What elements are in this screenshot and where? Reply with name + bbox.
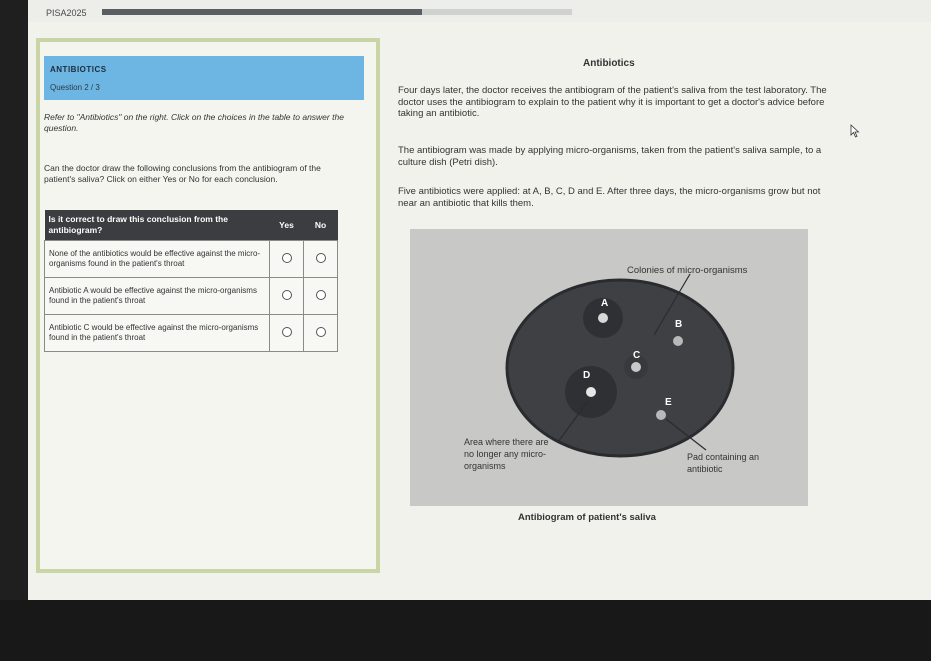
pad-a xyxy=(598,313,608,323)
antibiogram-figure xyxy=(410,229,808,506)
pad-c xyxy=(631,362,641,372)
question-prompt: Can the doctor draw the following conclusions from the antibiogram of the patient's saliva? Click on either Yes or No for each conclusion. xyxy=(44,163,321,184)
pad-e xyxy=(656,410,666,420)
stimulus-paragraph-1: Four days later, the doctor receives the antibiogram of the patient's saliva from the test laboratory. The doctor uses the antibiogram to explain to the patient why it is important to get a doctor's advice before taking an antibiotic. xyxy=(398,85,827,119)
pad-d xyxy=(586,387,596,397)
radio-yes-3[interactable] xyxy=(282,327,292,337)
no-cell xyxy=(304,241,338,278)
pad-b xyxy=(673,336,683,346)
conclusion-text: None of the antibiotics would be effective against the micro-organisms found in the patient's throat xyxy=(45,241,270,278)
question-panel xyxy=(36,38,380,573)
unit-title: ANTIBIOTICS xyxy=(50,65,107,74)
radio-no-3[interactable] xyxy=(316,327,326,337)
monitor-bezel xyxy=(0,600,931,661)
unit-header xyxy=(44,56,364,100)
stimulus-paragraph-3: Five antibiotics were applied: at A, B, C, D and E. After three days, the micro-organisms grow but not near an antibiotic that kills them. xyxy=(398,186,821,209)
pad-label-d: D xyxy=(583,370,591,381)
header-no: No xyxy=(304,210,338,241)
table-row xyxy=(45,278,338,315)
label-colonies: Colonies of micro-organisms xyxy=(627,265,748,276)
table-header-row xyxy=(45,210,338,241)
header-question: Is it correct to draw this conclusion from the antibiogram? xyxy=(45,210,270,241)
yes-cell xyxy=(270,241,304,278)
label-area-line1: Area where there are xyxy=(464,437,549,447)
no-cell xyxy=(304,278,338,315)
radio-yes-1[interactable] xyxy=(282,253,292,263)
stimulus-paragraph-2: The antibiogram was made by applying micro-organisms, taken from the patient's saliva sample, to a culture dish (Petri dish). xyxy=(398,145,822,168)
radio-no-2[interactable] xyxy=(316,290,326,300)
screen xyxy=(28,0,931,600)
table-row xyxy=(45,315,338,352)
table-row xyxy=(45,241,338,278)
pad-label-c: C xyxy=(633,350,641,361)
top-bar xyxy=(28,0,931,22)
yes-cell xyxy=(270,278,304,315)
pad-label-a: A xyxy=(601,298,609,309)
answer-table xyxy=(44,210,338,352)
conclusion-text: Antibiotic C would be effective against the micro-organisms found in the patient's throat xyxy=(45,315,270,352)
figure-caption: Antibiogram of patient's saliva xyxy=(518,512,656,523)
label-pad-line2: antibiotic xyxy=(687,464,723,474)
mouse-cursor-icon xyxy=(850,124,860,138)
app-title: PISA2025 xyxy=(46,8,87,18)
pad-label-e: E xyxy=(665,397,672,408)
label-pad-line1: Pad containing an xyxy=(687,452,760,462)
progress-bar xyxy=(102,9,572,15)
conclusion-text: Antibiotic A would be effective against the micro-organisms found in the patient's throat xyxy=(45,278,270,315)
no-cell xyxy=(304,315,338,352)
radio-yes-2[interactable] xyxy=(282,290,292,300)
question-number: Question 2 / 3 xyxy=(50,83,100,92)
header-yes: Yes xyxy=(270,210,304,241)
radio-no-1[interactable] xyxy=(316,253,326,263)
progress-fill xyxy=(102,9,422,15)
pad-label-b: B xyxy=(675,319,683,330)
stimulus-title: Antibiotics xyxy=(583,58,635,69)
label-area-line3: organisms xyxy=(464,461,506,471)
instruction-text: Refer to "Antibiotics" on the right. Click on the choices in the table to answer the question. xyxy=(44,112,344,133)
yes-cell xyxy=(270,315,304,352)
label-area-line2: no longer any micro- xyxy=(464,449,547,459)
